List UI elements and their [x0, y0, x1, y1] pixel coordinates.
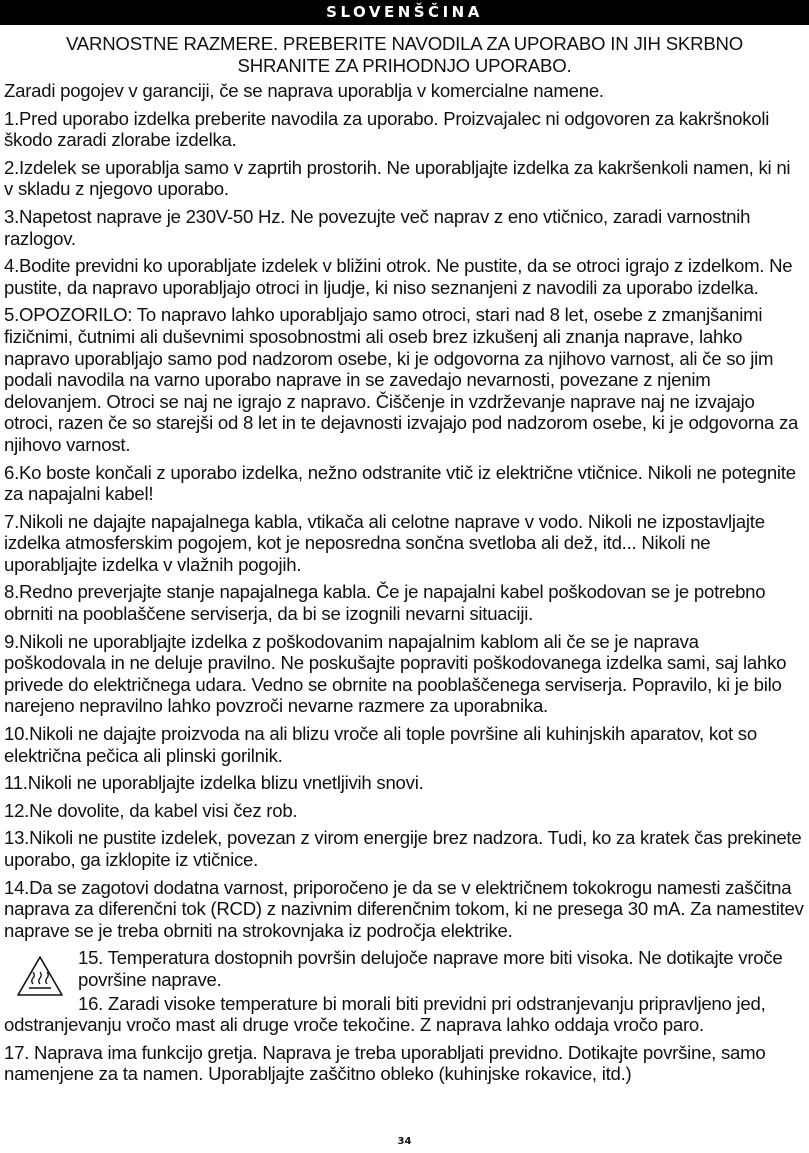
instruction-item-15: 15. Temperatura dostopnih površin delujoče naprave more biti visoka. Ne dotikajte vroče površine naprave. — [78, 947, 783, 990]
instruction-item-5: 5.OPOZORILO: To napravo lahko uporabljajo samo otroci, stari nad 8 let, osebe z zmanjšanimi fizičnimi, čutnimi ali duševnimi sposobnostmi ali oseb brez izkušenj ali znanja naprave, lahko napravo uporabljajo samo pod nadzorom osebe, ki je odgovorna za njihovo varnost, ali če so jim podali navodila na varno uporabo naprave in se zavedajo nevarnosti, povezane z njenim delovanjem. Otroci se naj ne igrajo z napravo. Čiščenje in vzdrževanje naprave naj ne izvajajo otroci, razen če so starejši od 8 let in te dejavnosti izvajajo pod nadzorom osebe, ki je odgovorna za njihovo varnost. — [4, 304, 799, 455]
instruction-item-13: 13.Nikoli ne pustite izdelek, povezan z virom energije brez nadzora. Tudi, ko za kratek čas prekinete uporabo, ga izklopite iz vtičnice. — [4, 827, 802, 870]
language-label: SLOVENŠČINA — [326, 3, 483, 21]
instruction-item-17: 17. Naprava ima funkcijo gretja. Naprava je treba uporabljati previdno. Dotikajte površine, samo namenjene za ta namen. Uporabljajte zaščitno obleko (kuhinjske rokavice, itd.) — [4, 1041, 766, 1085]
instruction-item-2: 2.Izdelek se uporablja samo v zaprtih prostorih. Ne uporabljajte izdelka za kakršenkoli namen, ki ni v skladu z njegovo uporabo. — [4, 156, 791, 200]
instruction-item-16: 16. Zaradi visoke temperature bi morali biti previdni pri odstranjevanju pripravljeno jed, odstranjevanju vročo mast ali druge vroče tekočine. Z naprava lahko oddaja vročo paro. — [4, 992, 766, 1036]
instructions-body — [4, 80, 804, 1091]
instruction-item-8: 8.Redno preverjajte stanje napajalnega kabla. Če je napajalni kabel poškodovan se je potrebno obrniti na pooblaščene serviserja, da bi se izognili nevarni situaciji. — [4, 581, 766, 625]
instruction-item-4: 4.Bodite previdni ko uporabljate izdelek v bližini otrok. Ne pustite, da se otroci igrajo z izdelkom. Ne pustite, da napravo uporabljajo otroci in ljudje, ki niso seznanjeni z navodili za uporabo izdelka. — [4, 255, 793, 298]
safety-title: VARNOSTNE RAZMERE. PREBERITE NAVODILA ZA UPORABO IN JIH SKRBNO SHRANITE ZA PRIHODNJO UPORABO. — [65, 33, 744, 76]
instruction-item-1: 1.Pred uporabo izdelka preberite navodila za uporabo. Proizvajalec ni odgovoren za kakršnokoli škodo zaradi zlorabe izdelka. — [4, 107, 770, 151]
hot-surface-warning-icon — [16, 955, 64, 997]
instruction-item-7: 7.Nikoli ne dajajte napajalnega kabla, vtikača ali celotne naprave v vodo. Nikoli ne izpostavljajte izdelka atmosferskim pogojem, kot je neposredna sončna svetloba ali dež, itd... Nikoli ne uporabljajte izdelka v vlažnih pogojih. — [4, 510, 765, 575]
instruction-item-12: 12.Ne dovolite, da kabel visi čez rob. — [4, 799, 298, 821]
language-header-bar — [0, 0, 809, 25]
instruction-item-3: 3.Napetost naprave je 230V-50 Hz. Ne povezujte več naprav z eno vtičnico, zaradi varnostnih razlogov. — [4, 205, 751, 249]
intro-paragraph: Zaradi pogojev v garanciji, če se naprava uporablja v komercialne namene. — [4, 80, 604, 101]
instruction-item-14: 14.Da se zagotovi dodatna varnost, priporočeno je da se v električnem tokokrogu namesti zaščitna naprava za diferenčni tok (RCD) z nazivnim diferenčnim tokom, ki ne presega 30 mA. Za namestitev naprave se je treba obrniti na strokovnjaka iz področja elektrike. — [4, 876, 804, 941]
page-number: 34 — [397, 1136, 412, 1147]
hot-surface-warning-block — [4, 947, 804, 1035]
instruction-item-6: 6.Ko boste končali z uporabo izdelka, nežno odstranite vtič iz električne vtičnice. Nikoli ne potegnite za napajalni kabel! — [4, 461, 796, 505]
instruction-item-10: 10.Nikoli ne dajajte proizvoda na ali blizu vroče ali tople površine ali kuhinjskih aparatov, kot so električna pečica ali plinski gorilnik. — [4, 723, 757, 766]
instruction-item-11: 11.Nikoli ne uporabljajte izdelka blizu vnetljivih snovi. — [4, 772, 424, 794]
instruction-item-9: 9.Nikoli ne uporabljajte izdelka z poškodovanim napajalnim kablom ali če se je naprava poškodovala in ne deluje pravilno. Ne poskušajte popraviti poškodovanega izdelka sami, saj lahko privede do električnega udara. Vedno se obrnite na pooblaščenega serviserja. Popravilo, ki je bilo narejeno nepravilno lahko povzroči nevarne razmere za uporabnika. — [4, 630, 787, 717]
